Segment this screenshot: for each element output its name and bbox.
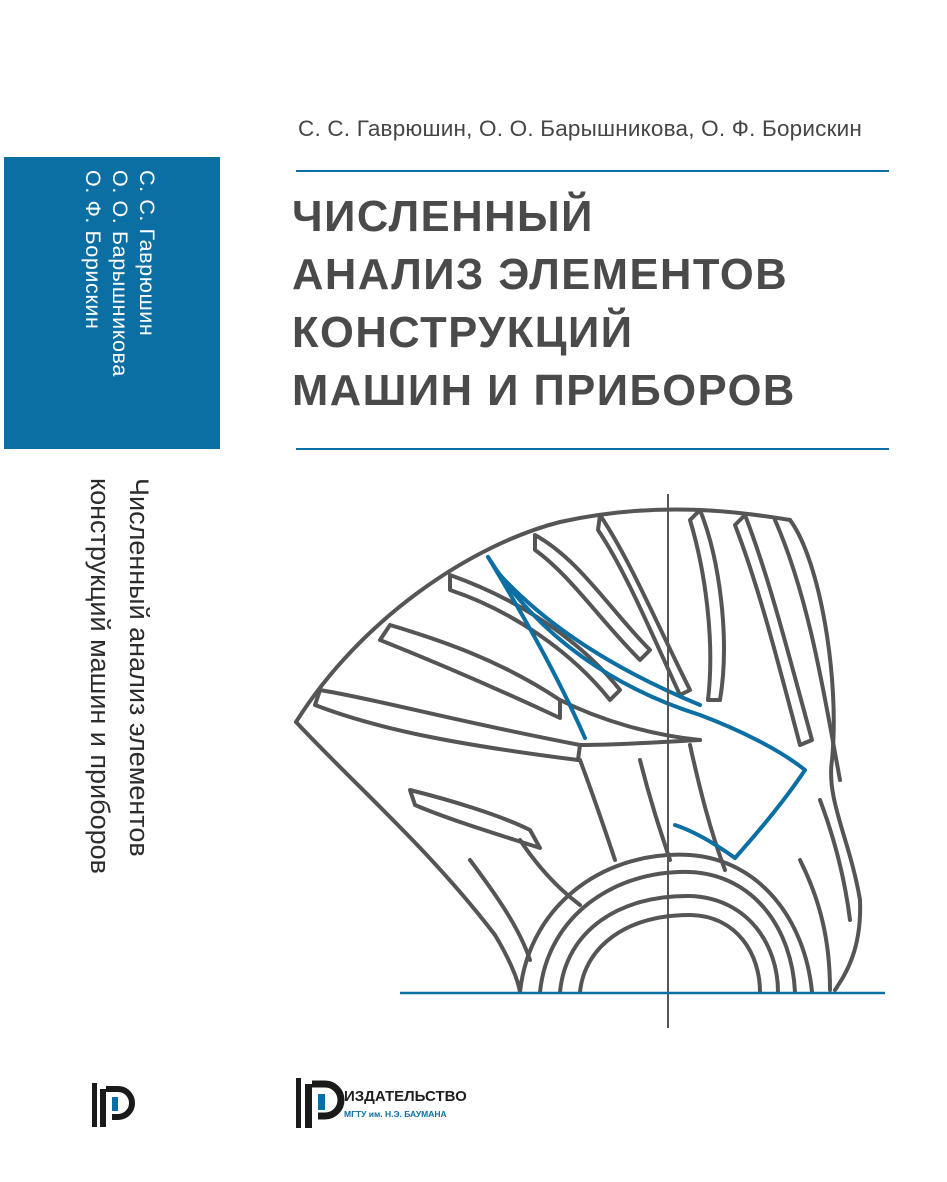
front-title-line-1: ЧИСЛЕННЫЙ	[292, 193, 594, 241]
spine-author-1: С. С. Гаврюшин	[135, 170, 159, 337]
publisher-logo-spine-icon	[92, 1083, 136, 1127]
front-title-line-4: МАШИН И ПРИБОРОВ	[292, 367, 796, 415]
bottom-divider	[296, 448, 889, 450]
spine-authors	[80, 170, 160, 450]
spine-title-line-2: конструкций машин и приборов	[85, 478, 115, 874]
front-title	[292, 188, 902, 420]
publisher-name: ИЗДАТЕЛЬСТВО	[344, 1088, 467, 1105]
impeller-drawing-icon	[280, 480, 900, 1040]
top-divider	[296, 170, 889, 172]
publisher-logo-front-icon	[296, 1078, 346, 1128]
spine-author-panel	[4, 157, 220, 449]
spine-author-2: О. О. Барышникова	[108, 170, 132, 377]
front-title-line-2: АНАЛИЗ ЭЛЕМЕНТОВ	[292, 251, 789, 299]
publisher-subtitle: МГТУ им. Н.Э. БАУМАНА	[344, 1109, 447, 1119]
front-title-line-3: КОНСТРУКЦИЙ	[292, 309, 634, 357]
spine-title-line-1: Численный анализ элементов	[124, 478, 154, 857]
spine-author-3: О. Ф. Борискин	[81, 170, 105, 330]
spine-title	[58, 478, 158, 998]
front-authors: С. С. Гаврюшин, О. О. Барышникова, О. Ф. Борискин	[298, 116, 863, 141]
